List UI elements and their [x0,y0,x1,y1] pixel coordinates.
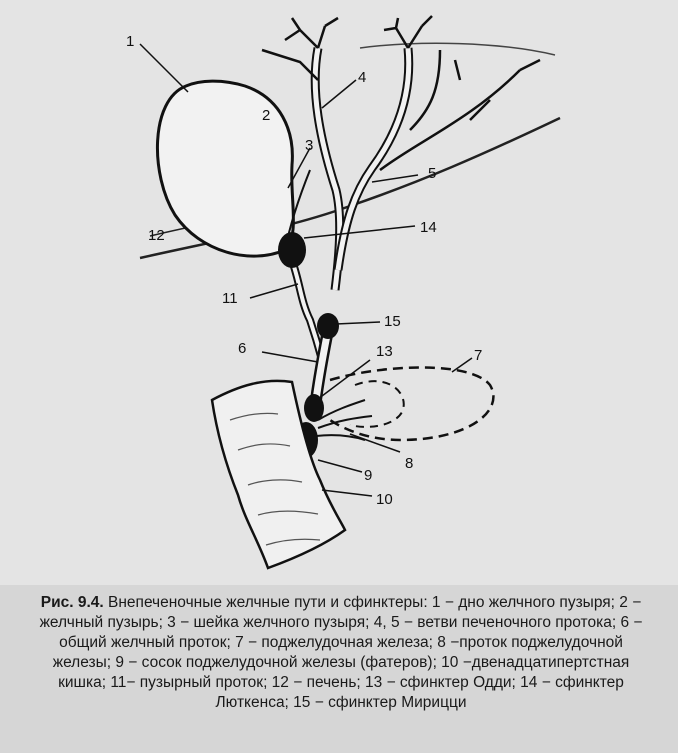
label-6: 6 [238,340,247,357]
label-3: 3 [305,137,314,154]
cystic-duct-inner [290,255,322,360]
label-11: 11 [222,290,238,307]
figure-caption [28,593,654,713]
label-13: 13 [376,343,393,360]
label-8: 8 [405,455,414,472]
caption-text: Внепеченочные желчные пути и сфинктеры: 1 − дно желчного пузыря; 2 − желчный пузырь; 3 − шейка желчного пузыря; 4, 5 − ветви печеночного протока; 6 − общий желчный проток; 7 − поджелудочная железа; 8 −проток поджелудочной железы; 9 − сосок поджелудочной железы (фатеров); 10 −двенадцатипертстная кишка; 11− пузырный проток; 12 − печень; 13 − сфинктер Одди; 14 − сфинктер Люткенса; 15 − сфинктер Мирицци [39,594,643,711]
sphincter-lutkens [278,232,306,268]
label-1: 1 [126,33,135,50]
hepatic-duct-right [338,48,409,270]
label-7: 7 [474,347,483,364]
label-4: 4 [358,69,367,86]
caption-figure-ref: Рис. 9.4. [40,594,104,611]
label-10: 10 [376,491,393,508]
liver-upper-edge [360,43,555,55]
label-5: 5 [428,165,437,182]
duodenum [212,381,345,568]
label-15: 15 [384,313,401,330]
label-14: 14 [420,219,437,236]
pancreas-inner [350,381,404,427]
sphincter-mirizzi [317,313,339,339]
label-9: 9 [364,467,373,484]
label-12: 12 [148,227,165,244]
label-2: 2 [262,107,271,124]
